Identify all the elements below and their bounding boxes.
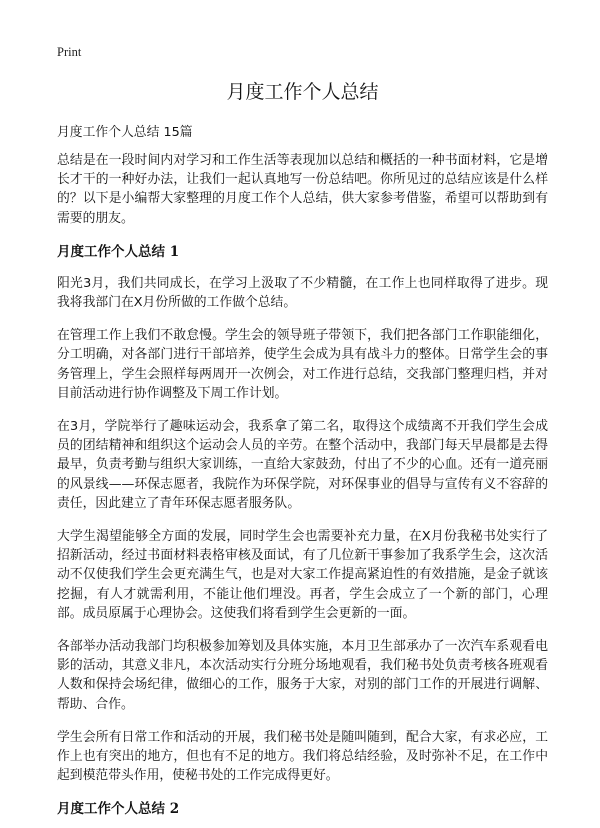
- body-paragraph: 学生会所有日常工作和活动的开展，我们秘书处是随叫随到，配合大家，有求必应，工作上也有突出的地方，但也有不足的地方。我们将总结经验，及时弥补不足，在工作中起到模范带头作用，使秘书处的工作完成得更好。: [57, 729, 548, 784]
- body-paragraph: 大学生渴望能够全方面的发展，同时学生会也需要补充力量，在X月份我秘书处实行了招新活动，经过书面材料表格审核及面试，有了几位新干事参加了我系学生会，这次活动不仅使我们学生会更充满生气，也是对大家工作提高紧迫性的有效措施，是金子就该挖掘，有人才就需利用，不能让他们埋没。再者，学生会成立了一个新的部门，心理部。成员原属于心理协会。这使我们将看到学生会更新的一面。: [57, 529, 548, 621]
- section-2: [57, 799, 548, 819]
- body-paragraph: 在3月，学院举行了趣味运动会，我系拿了第二名，取得这个成绩离不开我们学生会成员的团结精神和组织这个运动会人员的辛劳。在整个活动中，我部门每天早晨都是去得最早，负责考勤与组织大家训练，一直给大家鼓劲，付出了不少的心血。还有一道亮丽的风景线——环保志愿者，我院作为环保学院，对环保事业的倡导与宣传有义不容辞的责任，因此建立了青年环保志愿者服务队。: [57, 419, 548, 511]
- section-heading: 月度工作个人总结 1: [57, 243, 180, 260]
- body-paragraph: 各部举办活动我部门均积极参加筹划及具体实施，本月卫生部承办了一次汽车系观看电影的活动，其意义非凡，本次活动实行分班分场地观看，我们秘书处负责考核各班观看人数和保持会场纪律，做细心的工作，服务于大家，对别的部门工作的开展进行调解、帮助、合作。: [57, 639, 548, 712]
- body-paragraph: 在管理工作上我们不敢怠慢。学生会的领导班子带领下，我们把各部门工作职能细化，分工明确，对各部门进行干部培养，使学生会成为具有战斗力的整体。日常学生会的事务管理上，学生会照样每两周开一次例会，对工作进行总结，交我部门整理归档，并对目前活动进行协作调整及下周工作计划。: [57, 328, 548, 401]
- section-1: [57, 242, 548, 786]
- print-label: Print: [57, 45, 82, 59]
- section-heading: 月度工作个人总结 2: [57, 801, 180, 818]
- document-title: 月度工作个人总结: [226, 81, 379, 103]
- intro-paragraph: 总结是在一段时间内对学习和工作生活等表现加以总结和概括的一种书面材料，它是增长才干的一种好办法，让我们一起认真地写一份总结吧。你所见过的总结应该是什么样的？以下是小编帮大家整理的月度工作个人总结，供大家参考借鉴，希望可以帮助到有需要的朋友。: [57, 153, 548, 226]
- body-paragraph: 阳光3月，我们共同成长，在学习上汲取了不少精髓，在工作上也同样取得了进步。现我将我部门在X月份所做的工作做个总结。: [57, 275, 548, 311]
- document-subtitle: 月度工作个人总结 15篇: [57, 125, 193, 140]
